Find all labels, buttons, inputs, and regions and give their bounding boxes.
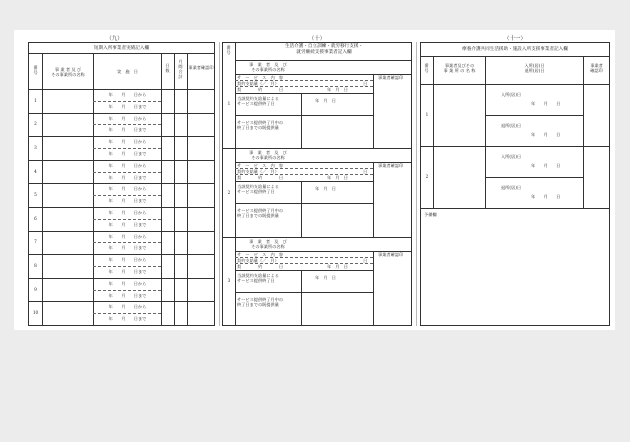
row-number: 2 [425, 174, 429, 179]
provider-label: 事 業 者 及 び その事業所の名称 [249, 150, 287, 161]
section-eleven-table [420, 42, 610, 326]
line [485, 177, 583, 178]
date-to: 年 月 日まで [108, 127, 147, 133]
contract-date-value: 年 月 日 [327, 263, 348, 269]
row-number: 9 [34, 286, 37, 292]
date-from: 年 月 日から [108, 162, 147, 168]
row-number: 3 [227, 278, 231, 283]
row-separator [29, 231, 214, 232]
admit-label: 入所(居)日 [501, 154, 522, 159]
contract-date-label: 契 約 日 [237, 87, 284, 92]
provider-label: 事 業 者 及 び その事業所の名称 [249, 238, 287, 249]
line [235, 203, 373, 204]
date-from: 年 月 日から [108, 280, 147, 286]
row-number: 10 [32, 310, 39, 316]
row-number: 8 [34, 263, 37, 268]
column-provider-label: 事業者及びその 事 業 所 の 名 称 [443, 63, 476, 73]
line [235, 93, 373, 94]
column-confirm-label: 事業者 確認印 [590, 63, 603, 73]
leave-label: 退所(居)日 [501, 123, 522, 128]
row-number: 1 [34, 97, 37, 103]
leave-date: 年 月 日 [531, 194, 561, 199]
confirm-label: 事業者確認印 [378, 163, 404, 169]
row-divider [93, 266, 161, 267]
contract-amount-label: 契約支給量（／ 月） [237, 257, 279, 263]
line [301, 181, 302, 236]
contract-amount-label: 契約支給量（／ 月） [237, 81, 279, 86]
row-number: 6 [34, 215, 37, 221]
section-ten-header: （十） [308, 36, 326, 42]
row-divider [93, 172, 161, 173]
column-number-label: 番号 [226, 45, 231, 55]
line [235, 292, 373, 293]
carryover-label: サービス提供終了月中の 終了日までの既提供量 [237, 208, 284, 219]
provider-label: 事 業 者 及 び その事業所の名称 [249, 62, 287, 72]
confirm-label: 事業者確認印 [378, 251, 404, 257]
column-dates-label: 入所(居)日 退所(居)日 [524, 63, 545, 73]
section-ten-title: 生活介護・自立訓練・就労移行支援・ 就労継続支援事業者記入欄 [284, 44, 364, 55]
contract-end-label: 当該契約支給量による サービス提供終了日 [237, 96, 279, 106]
row-number: 4 [34, 168, 37, 174]
admit-date: 年 月 日 [531, 101, 561, 106]
service-label: サ ー ビ ス 内 容 [237, 251, 284, 257]
date-to: 年 月 日まで [108, 245, 147, 251]
date-to: 年 月 日まで [108, 292, 147, 298]
date-from: 年 月 日から [108, 257, 147, 263]
section-eleven-header: （十一） [503, 36, 526, 42]
row-number: 7 [34, 239, 37, 245]
row-number: 2 [227, 189, 231, 195]
row-divider [93, 219, 161, 220]
contract-amount-value: 日 [363, 257, 368, 263]
certificate-sheet [14, 30, 615, 330]
line [235, 270, 373, 271]
line [301, 270, 302, 325]
service-label: サ ー ビ ス 内 容 [237, 163, 284, 169]
column-number-label: 番号 [424, 63, 429, 73]
row-number: 5 [34, 192, 37, 198]
row-separator [29, 301, 214, 302]
contract-end-value: 年 月 日 [315, 98, 336, 103]
date-from: 年 月 日から [108, 304, 147, 310]
confirm-label: 事業者確認印 [378, 75, 404, 80]
notes-label: 予備欄 [424, 212, 437, 217]
contract-end-label: 当該契約支給量による サービス提供終了日 [237, 272, 279, 283]
line [373, 251, 374, 325]
row-divider [93, 148, 161, 149]
row-divider [93, 195, 161, 196]
block-separator [223, 237, 411, 238]
service-label: サ ー ビ ス 内 容 [237, 75, 284, 80]
row-separator [29, 160, 214, 161]
date-to: 年 月 日まで [108, 151, 147, 156]
section-divider [416, 42, 417, 326]
contract-amount-value: 日 [363, 169, 368, 175]
date-to: 年 月 日まで [108, 103, 147, 109]
date-to: 年 月 日まで [108, 198, 147, 204]
column-month-total-label: 月間合計 [178, 59, 183, 79]
date-from: 年 月 日から [108, 92, 147, 97]
column-number-label: 番号 [33, 65, 38, 75]
contract-end-label: 当該契約支給量による サービス提供終了日 [237, 184, 279, 195]
row-divider [93, 124, 161, 125]
row-separator [29, 183, 214, 184]
contract-amount-label: 契約支給量（／ 月） [237, 169, 279, 175]
row-separator [29, 278, 214, 279]
section-nine-header: （九） [106, 36, 123, 42]
row-divider [93, 290, 161, 291]
date-from: 年 月 日から [108, 186, 147, 192]
line [235, 115, 373, 116]
date-to: 年 月 日まで [108, 269, 147, 274]
column-days-label: 日数 [165, 63, 170, 73]
leave-date: 年 月 日 [531, 132, 561, 137]
section-nine-title: 短期入所事業者実績記入欄 [93, 46, 150, 51]
contract-date-label: 契 約 日 [237, 263, 284, 269]
row-separator [29, 113, 214, 114]
row-divider [93, 313, 161, 314]
column-confirm-label: 事業者確認印 [188, 65, 214, 70]
admit-date: 年 月 日 [531, 163, 561, 168]
contract-end-value: 年 月 日 [315, 186, 336, 192]
date-from: 年 月 日から [108, 233, 147, 239]
line [485, 115, 583, 116]
row-separator [29, 136, 214, 137]
column-provider-label: 事 業 者 及 び その事業所の名称 [51, 67, 85, 77]
contract-amount-value: 日 [363, 81, 368, 86]
date-from: 年 月 日から [108, 115, 147, 121]
section-ten-table [222, 42, 412, 326]
section-nine-table [28, 42, 215, 326]
leave-label: 退所(居)日 [501, 185, 522, 190]
line [235, 181, 373, 182]
row-divider [93, 242, 161, 243]
date-from: 年 月 日から [108, 139, 147, 145]
date-from: 年 月 日から [108, 210, 147, 215]
carryover-label: サービス提供終了月中の 終了日までの既提供量 [237, 296, 284, 307]
admit-label: 入所(居)日 [501, 92, 522, 97]
row-number: 1 [227, 101, 231, 107]
contract-date-value: 年 月 日 [327, 87, 348, 92]
line [373, 74, 374, 148]
section-divider [219, 42, 220, 326]
row-divider [93, 101, 161, 102]
section-eleven-title: 療養介護共同生活援助・施設入所支援事業者記入欄 [462, 47, 568, 52]
row-number: 1 [425, 112, 429, 117]
column-dates-label: 実 施 日 [117, 69, 138, 74]
contract-date-value: 年 月 日 [327, 175, 348, 181]
date-to: 年 月 日まで [108, 316, 147, 322]
contract-end-value: 年 月 日 [315, 274, 336, 280]
contract-date-label: 契 約 日 [237, 175, 284, 181]
line [301, 93, 302, 148]
row-separator [29, 207, 214, 208]
line [373, 162, 374, 236]
date-to: 年 月 日まで [108, 221, 147, 227]
row-number: 3 [34, 145, 37, 150]
row-separator [29, 254, 214, 255]
row-number: 2 [34, 121, 37, 127]
date-to: 年 月 日まで [108, 174, 147, 180]
carryover-label: サービス提供終了月中の 終了日までの既提供量 [237, 120, 284, 130]
